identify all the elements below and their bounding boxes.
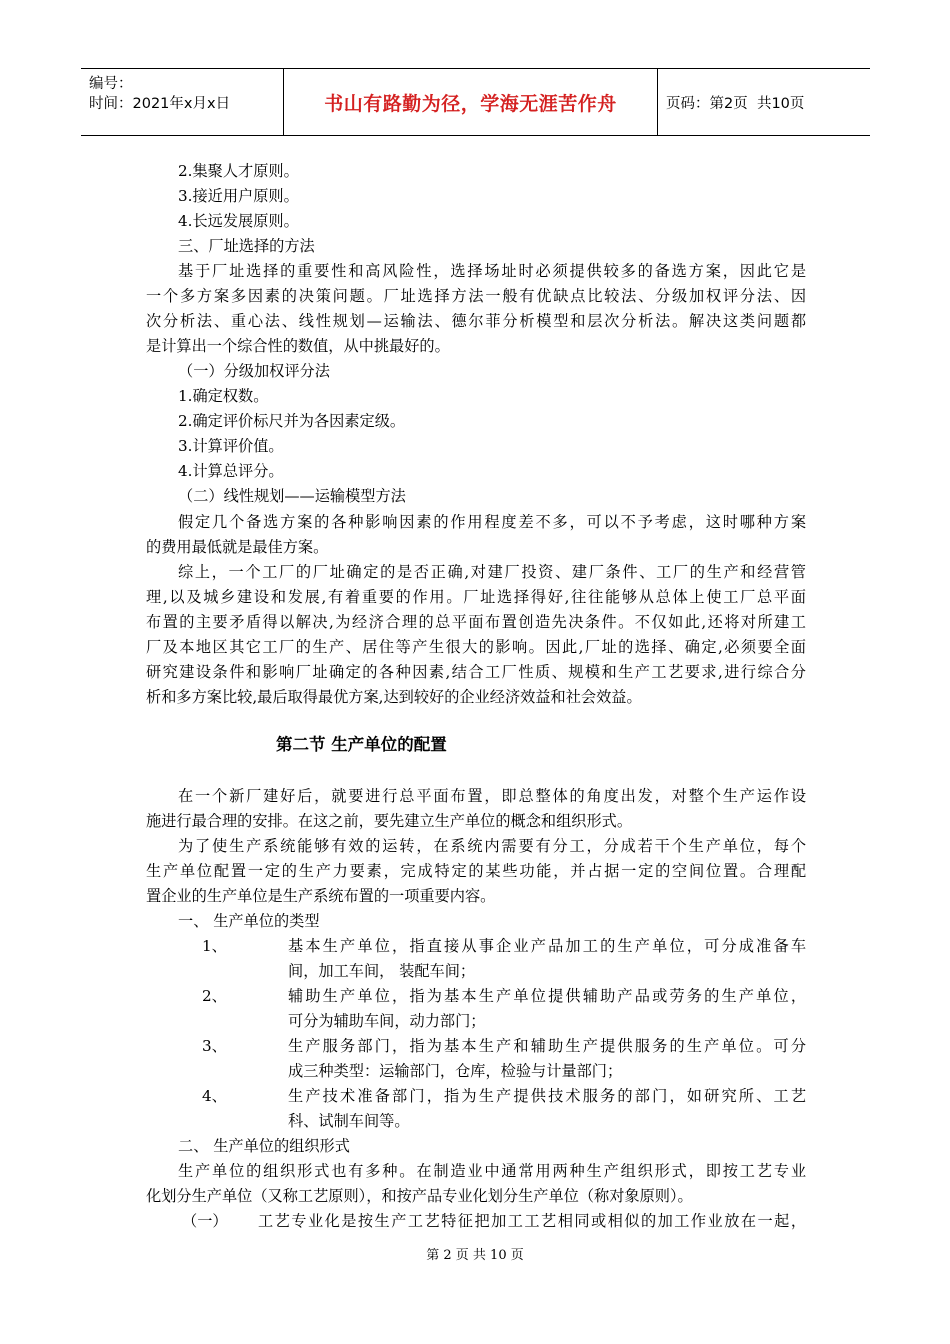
page-footer: 第 2 页 共 10 页 [426,1248,524,1263]
list-item-line: 间，加工车间， 装配车间； [288,962,476,980]
paragraph-line: 在一个新厂建好后，就要进行总平面布置，即总整体的角度出发，对整个生产运作设 [178,787,806,805]
paragraph-line: 工艺专业化是按生产工艺特征把加工工艺相同或相似的加工作业放在一起， [258,1212,806,1230]
paragraph-line: 施进行最合理的安排。在这之前，要先建立生产单位的概念和组织形式。 [146,812,632,830]
paragraph-line: 化划分生产单位（又称工艺原则），和按产品专业化划分生产单位（称对象原则）。 [146,1187,693,1205]
subsection-number: （一） [182,1212,228,1230]
header-time-label: 时间：2021年x月x日 [89,96,231,112]
paragraph-line: 为了使生产系统能够有效的运转，在系统内需要有分工，分成若干个生产单位，每个 [178,837,806,855]
paragraph-line: 综上，一个工厂的厂址确定的是否正确,对建厂投资、建厂条件、工厂的生产和经营管 [178,563,806,581]
header-number-label: 编号： [89,76,133,92]
principle-2: 2.集聚人才原则。 [178,162,299,180]
heading-site-selection-methods: 三、厂址选择的方法 [178,237,315,255]
paragraph-line: 一个多方案多因素的决策问题。厂址选择方法一般有优缺点比较法、分级加权评分法、因 [146,287,806,305]
paragraph-line: 基于厂址选择的重要性和高风险性，选择场址时必须提供较多的备选方案，因此它是 [178,262,806,280]
step-1: 1.确定权数。 [178,387,269,405]
paragraph-line: 次分析法、重心法、线性规划—运输法、德尔菲分析模型和层次分析法。解决这类问题都 [146,312,806,330]
subheading-linear-programming: （二）线性规划——运输模型方法 [178,487,406,505]
paragraph-line: 厂及本地区其它工厂的生产、居住等产生很大的影响。因此,厂址的选择、确定,必须要全面 [146,638,806,656]
list-item-line: 科、试制车间等。 [288,1112,410,1130]
paragraph-line: 生产单位的组织形式也有多种。在制造业中通常用两种生产组织形式，即按工艺专业 [178,1162,806,1180]
paragraph-line: 布置的主要矛盾得以解决,为经济合理的总平面布置创造先决条件。不仅如此,还将对所建工 [146,613,806,631]
subheading-weighted-scoring: （一）分级加权评分法 [178,362,330,380]
paragraph-line: 理,以及城乡建设和发展,有着重要的作用。厂址选择得好,往往能够从总体上使工厂总平面 [146,588,806,606]
list-item-number: 1、 [202,937,227,955]
principle-3: 3.接近用户原则。 [178,187,299,205]
heading-unit-types: 一、 生产单位的类型 [178,912,320,930]
list-item-line: 成三种类型：运输部门，仓库，检验与计量部门； [288,1062,623,1080]
step-4: 4.计算总评分。 [178,462,284,480]
header-meta [81,69,283,135]
list-item-line: 生产技术准备部门，指为生产提供技术服务的部门，如研究所、工艺 [288,1087,806,1105]
list-item-line: 基本生产单位，指直接从事企业产品加工的生产单位，可分成准备车 [288,937,806,955]
paragraph-line: 生产单位配置一定的生产力要素，完成特定的某些功能，并占据一定的空间位置。合理配 [146,862,806,880]
paragraph-line: 析和多方案比较,最后取得最优方案,达到较好的企业经济效益和社会效益。 [146,688,642,706]
list-item-number: 2、 [202,987,227,1005]
header-page-info-text: 页码：第2页 共10页 [666,95,805,112]
list-item-line: 可分为辅助车间，动力部门； [288,1012,486,1030]
step-3: 3.计算评价值。 [178,437,284,455]
list-item-line: 辅助生产单位，指为基本生产单位提供辅助产品或劳务的生产单位， [288,987,806,1005]
header-motto: 书山有路勤为径，学海无涯苦作舟 [283,69,658,135]
list-item-number: 3、 [202,1037,227,1055]
section-title: 第二节 生产单位的配置 [276,735,447,754]
paragraph-line: 假定几个备选方案的各种影响因素的作用程度差不多，可以不予考虑，这时哪种方案 [178,513,806,531]
list-item-line: 生产服务部门，指为基本生产和辅助生产提供服务的生产单位。可分 [288,1037,806,1055]
paragraph-line: 是计算出一个综合性的数值，从中挑最好的。 [146,337,450,355]
paragraph-line: 置企业的生产单位是生产系统布置的一项重要内容。 [146,887,496,905]
list-item-number: 4、 [202,1087,227,1105]
heading-organization-forms: 二、 生产单位的组织形式 [178,1137,350,1155]
step-2: 2.确定评价标尺并为各因素定级。 [178,412,406,430]
paragraph-line: 研究建设条件和影响厂址确定的各种因素,结合工厂性质、规模和生产工艺要求,进行综合分 [146,663,806,681]
principle-4: 4.长远发展原则。 [178,212,299,230]
header-page-info [658,69,870,135]
paragraph-line: 的费用最低就是最佳方案。 [146,538,329,556]
page-header [81,68,870,136]
